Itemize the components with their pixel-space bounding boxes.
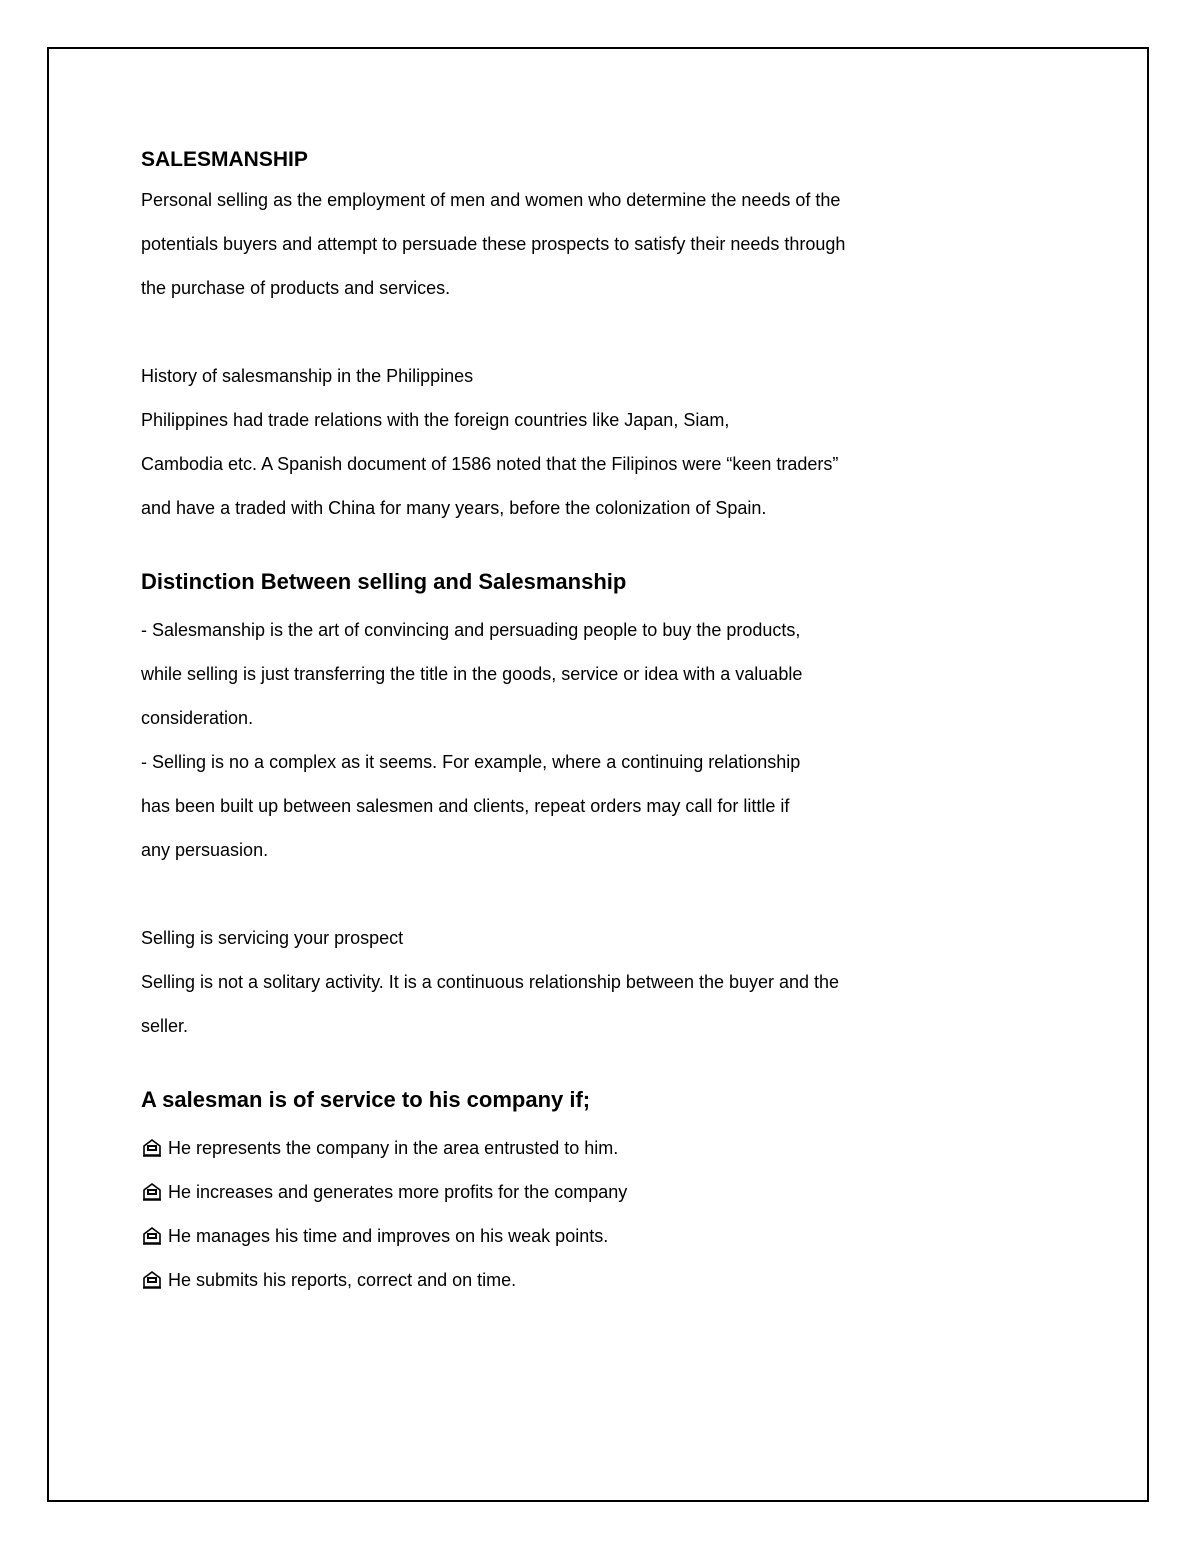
history-section	[141, 354, 941, 530]
distinction-heading: Distinction Between selling and Salesmanship	[141, 569, 627, 594]
distinction-line: consideration.	[141, 708, 254, 728]
service-heading: A salesman is of service to his company if;	[141, 1087, 591, 1112]
servicing-line: Selling is not a solitary activity. It is a continuous relationship between the buyer and the	[141, 972, 840, 992]
distinction-line: - Salesmanship is the art of convincing and persuading people to buy the products,	[141, 620, 801, 640]
servicing-heading: Selling is servicing your prospect	[141, 928, 404, 948]
bullet-text: He submits his reports, correct and on time.	[168, 1270, 517, 1290]
bullet-item	[141, 1214, 941, 1258]
distinction-line: while selling is just transferring the title in the goods, service or idea with a valuable	[141, 664, 803, 684]
mailbox-icon	[141, 1182, 163, 1202]
spacer	[141, 1048, 941, 1074]
history-line: Cambodia etc. A Spanish document of 1586 noted that the Filipinos were “keen traders”	[141, 454, 839, 474]
bullet-item	[141, 1258, 941, 1302]
document-body	[141, 142, 941, 1302]
servicing-line: seller.	[141, 1016, 189, 1036]
bullet-item	[141, 1170, 941, 1214]
history-line: Philippines had trade relations with the foreign countries like Japan, Siam,	[141, 410, 730, 430]
bullet-text: He manages his time and improves on his weak points.	[168, 1226, 609, 1246]
bullet-text: He represents the company in the area entrusted to him.	[168, 1138, 619, 1158]
intro-line: Personal selling as the employment of men and women who determine the needs of the	[141, 190, 841, 210]
bullet-item	[141, 1126, 941, 1170]
spacer	[141, 530, 941, 556]
distinction-line: has been built up between salesmen and clients, repeat orders may call for little if	[141, 796, 790, 816]
spacer	[141, 872, 941, 916]
servicing-section	[141, 916, 941, 1048]
intro-line: the purchase of products and services.	[141, 278, 451, 298]
mailbox-icon	[141, 1226, 163, 1246]
history-line: and have a traded with China for many years, before the colonization of Spain.	[141, 498, 767, 518]
distinction-line: any persuasion.	[141, 840, 269, 860]
service-section	[141, 1074, 941, 1302]
history-heading: History of salesmanship in the Philippines	[141, 366, 474, 386]
distinction-line: - Selling is no a complex as it seems. For example, where a continuing relationship	[141, 752, 801, 772]
mailbox-icon	[141, 1138, 163, 1158]
spacer	[141, 310, 941, 354]
intro-line: potentials buyers and attempt to persuade these prospects to satisfy their needs through	[141, 234, 846, 254]
bullet-text: He increases and generates more profits for the company	[168, 1182, 628, 1202]
intro-paragraph	[141, 178, 941, 310]
mailbox-icon	[141, 1270, 163, 1290]
distinction-section	[141, 556, 941, 872]
document-title: SALESMANSHIP	[141, 148, 308, 171]
